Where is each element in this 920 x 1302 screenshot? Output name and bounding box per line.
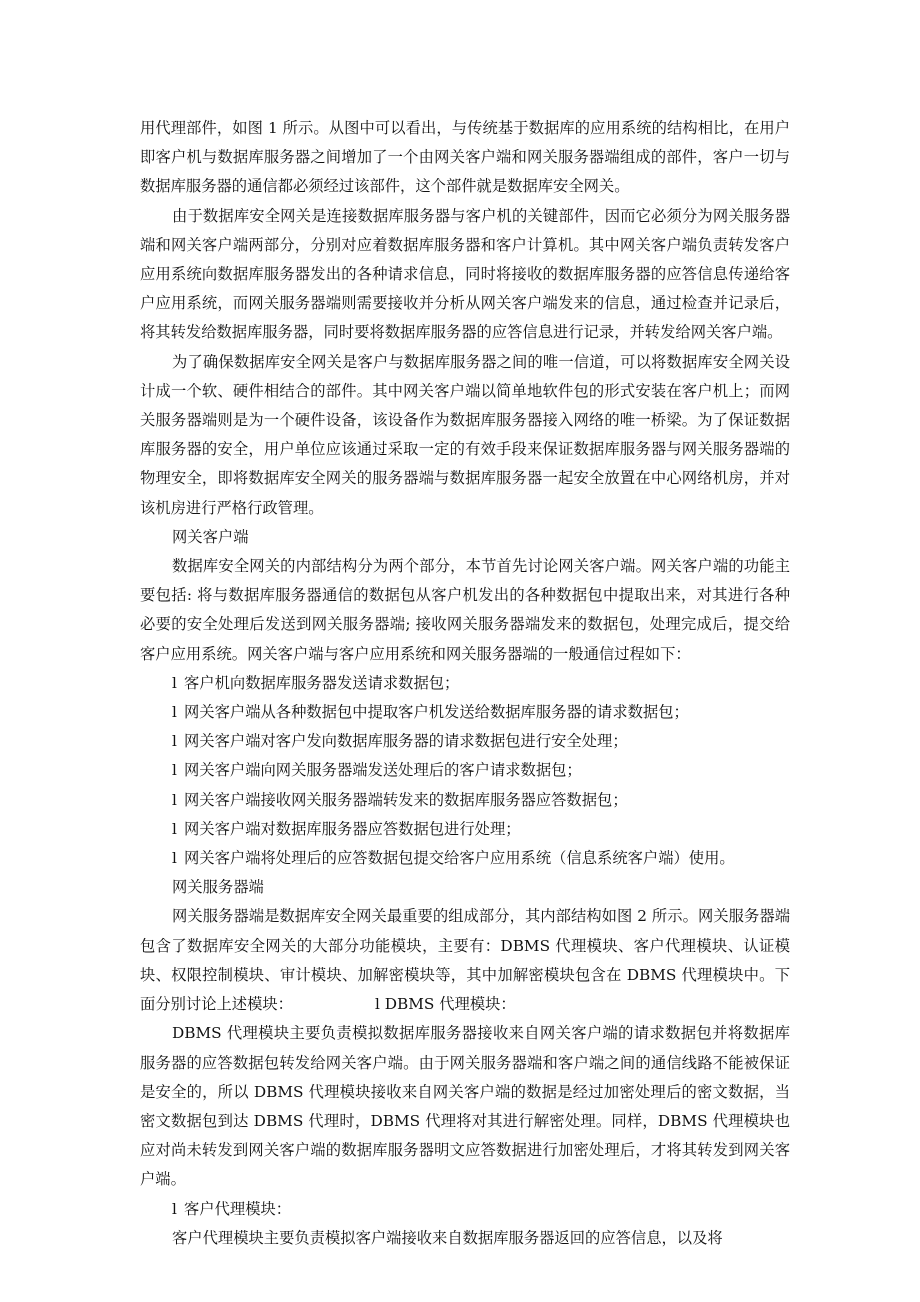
paragraph-client-proxy: 客户代理模块主要负责模拟客户端接收来自数据库服务器返回的应答信息，以及将 <box>172 1228 723 1247</box>
list-item <box>140 815 790 844</box>
bullet-mark: l <box>172 819 177 838</box>
list-item-text: 网关客户端向网关服务器端发送处理后的客户请求数据包； <box>184 761 582 780</box>
document-page <box>140 114 790 1253</box>
bullet-mark: l <box>172 790 177 809</box>
list-item <box>140 756 790 785</box>
list-item-text: 网关客户端将处理后的应答数据包提交给客户应用系统（信息系统客户端）使用。 <box>184 849 735 868</box>
heading-gateway-client: 网关客户端 <box>172 527 249 546</box>
client-proxy-heading <box>140 1195 790 1224</box>
paragraph-gateway-structure: 由于数据库安全网关是连接数据库服务器与客户机的关键部件，因而它必须分为网关服务器端和网关客户端两部分，分别对应着数据库服务器和客户计算机。其中网关客户端负责转发客户应用系统向数据库服务器发出的各种请求信息，同时将接收的数据库服务器的应答信息传递给客户应用系统，而网关服务器端则需要接收并分析从网关客户端发来的信息，通过检查并记录后，将其转发给数据库服务器，同时要将数据库服务器的应答信息进行记录，并转发给网关客户端。 <box>140 206 790 342</box>
bullet-mark: l <box>172 703 177 722</box>
list-item <box>140 669 790 698</box>
paragraph-server-intro <box>140 902 790 1019</box>
list-item-text: 网关客户端对客户发向数据库服务器的请求数据包进行安全处理； <box>184 732 628 751</box>
bullet-mark: l <box>172 761 177 780</box>
list-item-text: 网关客户端对数据库服务器应答数据包进行处理； <box>184 819 521 838</box>
bullet-mark: l <box>172 1199 177 1218</box>
paragraph-client-intro: 数据库安全网关的内部结构分为两个部分，本节首先讨论网关客户端。网关客户端的功能主要包括: 将与数据库服务器通信的数据包从客户机发出的各种数据包中提取出来，对其进行各种必要的安全处理后发送到网关服务器端; 接收网关服务器端发来的数据包，处理完成后，提交给客户应用系统。网关客户端与客户应用系统和网关服务器端的一般通信过程如下： <box>140 557 790 663</box>
bullet-mark: l <box>172 732 177 751</box>
list-item-text: 网关客户端接收网关服务器端转发来的数据库服务器应答数据包； <box>184 790 628 809</box>
paragraph-intro: 用代理部件，如图 1 所示。从图中可以看出，与传统基于数据库的应用系统的结构相比，在用户即客户机与数据库服务器之间增加了一个由网关客户端和网关服务器端组成的部件，客户一切与数据库服务器的通信都必须经过该部件，这个部件就是数据库安全网关。 <box>140 119 790 196</box>
list-item <box>140 727 790 756</box>
server-intro-text: 网关服务器端是数据库安全网关最重要的组成部分，其内部结构如图 2 所示。网关服务器端包含了数据库安全网关的大部分功能模块，主要有：DBMS 代理模块、客户代理模块、认证模块、权限控制模块、审计模块、加解密模块等，其中加解密模块包含在 DBMS 代理模块中。下面分别讨论上述模块： <box>140 907 790 1014</box>
client-proxy-heading-text: 客户代理模块： <box>184 1199 292 1218</box>
bullet-mark: l <box>172 849 177 868</box>
paragraph-dbms-module: DBMS 代理模块主要负责模拟数据库服务器接收来自网关客户端的请求数据包并将数据库服务器的应答数据包转发给网关客户端。由于网关服务器端和客户端之间的通信线路不能被保证是安全的，所以 DBMS 代理模块接收来自网关客户端的数据是经过加密处理后的密文数据，当密文数据包到达 DBMS 代理时，DBMS 代理将对其进行解密处理。同样，DBMS 代理模块也应对尚未转发到网关客户端的数据库服务器明文应答数据进行加密处理后，才将其转发到网关客户端。 <box>140 1024 790 1189</box>
list-item <box>140 786 790 815</box>
bullet-mark: l <box>172 673 177 692</box>
dbms-module-heading: l DBMS 代理模块： <box>374 995 516 1014</box>
list-item-text: 网关客户端从各种数据包中提取客户机发送给数据库服务器的请求数据包； <box>184 703 689 722</box>
list-item <box>140 698 790 727</box>
paragraph-gateway-design: 为了确保数据库安全网关是客户与数据库服务器之间的唯一信道，可以将数据库安全网关设计成一个软、硬件相结合的部件。其中网关客户端以简单地软件包的形式安装在客户机上；而网关服务器端则是为一个硬件设备，该设备作为数据库服务器接入网络的唯一桥梁。为了保证数据库服务器的安全，用户单位应该通过采取一定的有效手段来保证数据库服务器与网关服务器端的物理安全，即将数据库安全网关的服务器端与数据库服务器一起安全放置在中心网络机房，并对该机房进行严格行政管理。 <box>140 352 790 517</box>
heading-gateway-server: 网关服务器端 <box>172 878 264 897</box>
list-item <box>140 844 790 873</box>
list-item-text: 客户机向数据库服务器发送请求数据包； <box>184 673 460 692</box>
